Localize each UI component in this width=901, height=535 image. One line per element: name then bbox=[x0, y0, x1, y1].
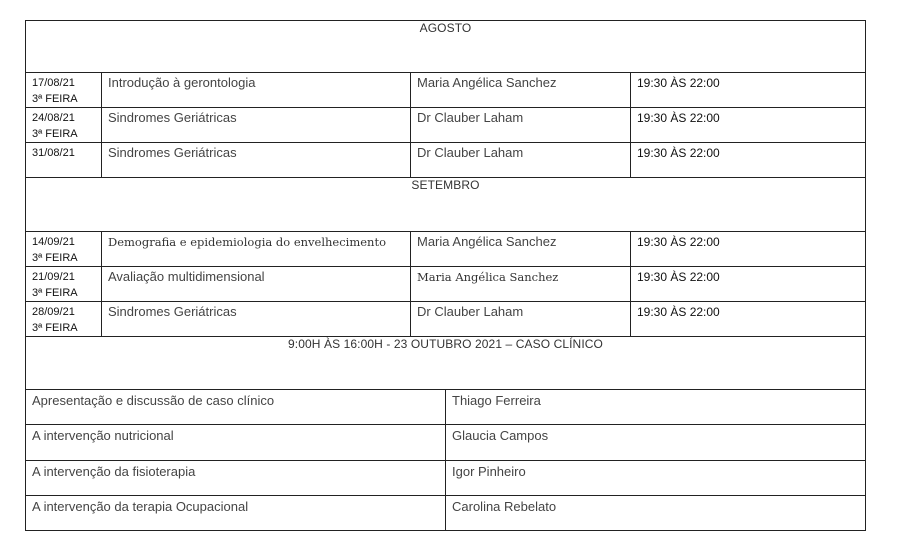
session-speaker: Dr Clauber Laham bbox=[411, 143, 631, 178]
session-topic: Sindromes Geriátricas bbox=[102, 108, 411, 143]
case-topic: A intervenção da terapia Ocupacional bbox=[26, 496, 446, 531]
session-row bbox=[26, 302, 866, 337]
case-topic: A intervenção nutricional bbox=[26, 425, 446, 461]
session-row bbox=[26, 108, 866, 143]
month-title-august: AGOSTO bbox=[26, 21, 866, 73]
session-date-cell bbox=[26, 302, 102, 337]
schedule-table bbox=[25, 20, 866, 531]
session-time: 19:30 ÀS 22:00 bbox=[631, 267, 866, 302]
session-row bbox=[26, 232, 866, 267]
session-speaker: Maria Angélica Sanchez bbox=[411, 73, 631, 108]
session-date: 17/08/21 bbox=[32, 77, 75, 89]
clinical-case-title: 9:00H ÀS 16:00H - 23 OUTUBRO 2021 – CASO CLÍNICO bbox=[26, 337, 866, 390]
month-header-row bbox=[26, 21, 866, 73]
schedule-document bbox=[25, 20, 865, 531]
session-topic: Avaliação multidimensional bbox=[102, 267, 411, 302]
session-date: 28/09/21 bbox=[32, 306, 75, 318]
case-topic: Apresentação e discussão de caso clínico bbox=[26, 390, 446, 425]
case-topic: A intervenção da fisioterapia bbox=[26, 461, 446, 496]
session-date: 24/08/21 bbox=[32, 112, 75, 124]
session-date-cell bbox=[26, 267, 102, 302]
session-speaker: Maria Angélica Sanchez bbox=[411, 267, 631, 302]
session-weekday: 3ª FEIRA bbox=[32, 287, 78, 299]
session-date: 14/09/21 bbox=[32, 236, 75, 248]
session-row bbox=[26, 143, 866, 178]
session-weekday: 3ª FEIRA bbox=[32, 93, 78, 105]
session-date-cell bbox=[26, 232, 102, 267]
session-date-cell bbox=[26, 143, 102, 178]
case-speaker: Thiago Ferreira bbox=[446, 390, 866, 425]
case-speaker: Glaucia Campos bbox=[446, 425, 866, 461]
session-weekday: 3ª FEIRA bbox=[32, 128, 78, 140]
session-time: 19:30 ÀS 22:00 bbox=[631, 232, 866, 267]
session-topic: Sindromes Geriátricas bbox=[102, 143, 411, 178]
month-title-september: SETEMBRO bbox=[26, 178, 866, 232]
session-speaker: Maria Angélica Sanchez bbox=[411, 232, 631, 267]
case-speaker: Carolina Rebelato bbox=[446, 496, 866, 531]
case-row bbox=[26, 496, 866, 531]
session-row bbox=[26, 267, 866, 302]
session-time: 19:30 ÀS 22:00 bbox=[631, 73, 866, 108]
session-date-cell bbox=[26, 73, 102, 108]
session-date: 31/08/21 bbox=[32, 147, 75, 159]
case-row bbox=[26, 425, 866, 461]
case-row bbox=[26, 390, 866, 425]
session-weekday: 3ª FEIRA bbox=[32, 252, 78, 264]
clinical-case-header-row bbox=[26, 337, 866, 390]
session-topic: Demografia e epidemiologia do envelhecimento bbox=[102, 232, 411, 267]
session-time: 19:30 ÀS 22:00 bbox=[631, 143, 866, 178]
session-topic: Sindromes Geriátricas bbox=[102, 302, 411, 337]
session-date-cell bbox=[26, 108, 102, 143]
month-header-row bbox=[26, 178, 866, 232]
session-row bbox=[26, 73, 866, 108]
session-topic: Introdução à gerontologia bbox=[102, 73, 411, 108]
session-time: 19:30 ÀS 22:00 bbox=[631, 108, 866, 143]
session-time: 19:30 ÀS 22:00 bbox=[631, 302, 866, 337]
case-speaker: Igor Pinheiro bbox=[446, 461, 866, 496]
session-date: 21/09/21 bbox=[32, 271, 75, 283]
session-speaker: Dr Clauber Laham bbox=[411, 108, 631, 143]
case-row bbox=[26, 461, 866, 496]
session-speaker: Dr Clauber Laham bbox=[411, 302, 631, 337]
session-weekday: 3ª FEIRA bbox=[32, 322, 78, 334]
